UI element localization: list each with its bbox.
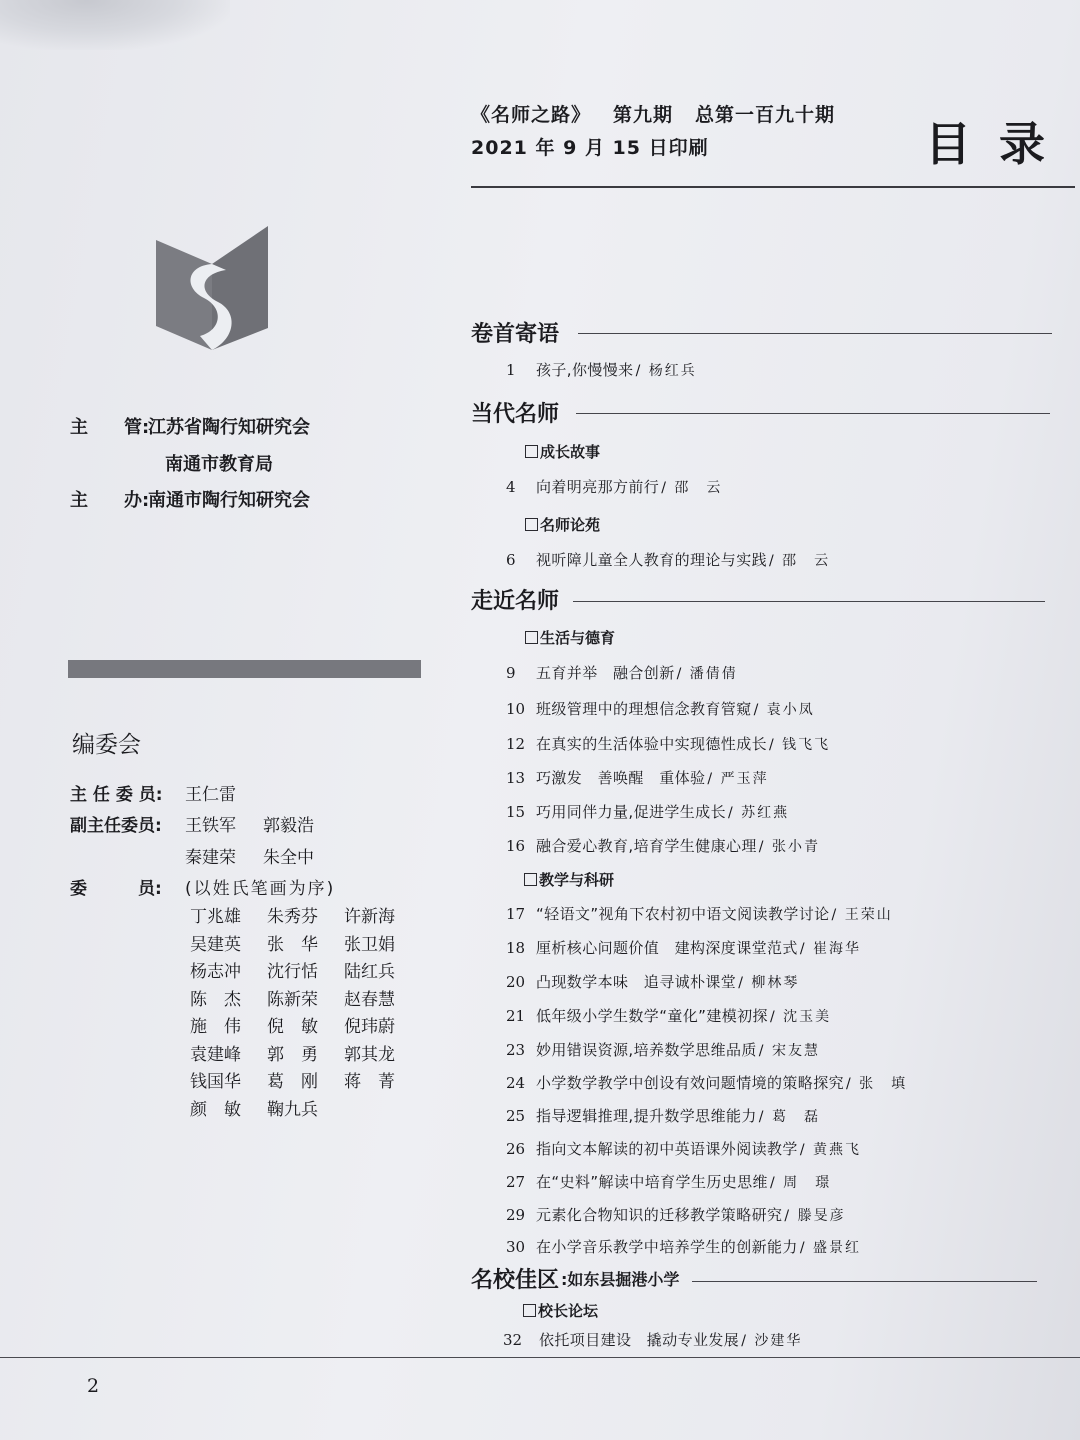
member-name: 张 华: [267, 934, 318, 955]
category-label: 名师论苑: [540, 516, 601, 534]
member-name: 许新海: [344, 907, 395, 927]
entry-page: 20: [506, 973, 526, 991]
supervisor-2: 南通市教育局: [165, 454, 273, 475]
toc-entry[interactable]: [506, 801, 789, 822]
section-title: 当代名师: [471, 402, 560, 427]
toc-entry[interactable]: [506, 835, 820, 856]
entry-page: 26: [506, 1140, 526, 1158]
entry-title: 在真实的生活体验中实现德性成长: [536, 735, 768, 753]
toc-entry[interactable]: [506, 1072, 907, 1093]
section-rule: [692, 1281, 1037, 1282]
entry-author: / 邵 云: [769, 553, 831, 569]
members-note: (以姓氏笔画为序): [185, 879, 336, 899]
entry-author: / 盛景红: [799, 1240, 861, 1256]
entry-title: 低年级小学生数学“童化”建模初探: [536, 1007, 768, 1025]
section-rule: [573, 601, 1045, 602]
members-label: 委 员:: [70, 879, 162, 899]
member-name: 赵春慧: [344, 989, 395, 1010]
members-row: [190, 902, 421, 930]
deputy-name: 郭毅浩: [263, 816, 314, 836]
toc-category: [523, 1300, 598, 1321]
entry-page: 27: [506, 1173, 526, 1191]
deputy-name: 秦建荣: [185, 848, 236, 868]
member-name: 葛 刚: [267, 1072, 318, 1092]
toc-entry[interactable]: [506, 1105, 820, 1126]
entry-author: / 苏红燕: [727, 805, 790, 821]
member-name: 陈 杰: [190, 989, 241, 1010]
entry-title: 在“史料”解读中培育学生历史思维: [536, 1173, 768, 1191]
entry-page: 12: [506, 735, 526, 753]
entry-page: 24: [506, 1074, 526, 1092]
checkbox-square-icon: [525, 631, 538, 644]
entry-title: 视听障儿童全人教育的理论与实践: [536, 551, 768, 569]
toc-entry[interactable]: [506, 733, 830, 754]
member-name: 郭 勇: [267, 1044, 318, 1065]
entry-title: 班级管理中的理想信念教育管窥: [536, 700, 752, 718]
toc-category: [524, 869, 614, 890]
toc-entry[interactable]: [506, 1138, 861, 1159]
toc-category: [525, 514, 600, 535]
entry-title: 指导逻辑推理,提升数学思维能力: [536, 1107, 757, 1125]
entry-author: / 宋友慧: [758, 1043, 820, 1059]
deputy-name: 朱全中: [263, 848, 314, 868]
entry-page: 6: [506, 551, 516, 569]
entry-author: / 葛 磊: [758, 1109, 820, 1125]
entry-page: 17: [506, 905, 526, 923]
section-title: 名校佳区: [471, 1268, 560, 1293]
toc-entry[interactable]: [506, 662, 738, 683]
entry-page: 13: [506, 769, 526, 787]
entry-author: / 崔海华: [799, 941, 861, 957]
entry-page: 9: [506, 664, 516, 682]
entry-page: 21: [506, 1007, 526, 1025]
page-number: 2: [87, 1375, 100, 1397]
members-list: [190, 902, 421, 1122]
member-name: 陈新荣: [267, 989, 318, 1010]
members-row: [190, 930, 421, 958]
editorial-board-title: 编委会: [72, 732, 141, 758]
entry-author: / 柳林琴: [738, 975, 800, 991]
divider-bar: [68, 660, 421, 678]
members-row: [190, 985, 421, 1013]
section-heading: [471, 317, 559, 348]
category-label: 教学与科研: [539, 871, 615, 889]
entry-author: / 袁小凤: [753, 702, 815, 718]
entry-title: 五育并举 融合创新: [536, 664, 675, 682]
toc-entry[interactable]: [506, 1039, 820, 1060]
total-issue: 总第一百九十期: [695, 104, 836, 126]
section-heading: [471, 584, 559, 615]
member-name: 陆红兵: [344, 962, 395, 982]
entry-title: 元素化合物知识的迁移教学策略研究: [536, 1206, 783, 1224]
section-subtitle: :如东县掘港小学: [561, 1270, 680, 1289]
entry-title: 小学数学教学中创设有效问题情境的策略探究: [536, 1074, 845, 1092]
journal-logo-icon: [156, 226, 268, 350]
organizer-row: [70, 486, 310, 512]
toc-entry[interactable]: [506, 971, 799, 992]
toc-entry[interactable]: [506, 549, 830, 570]
section-title: 走近名师: [471, 589, 560, 614]
entry-title: 厘析核心问题价值 建构深度课堂范式: [536, 939, 798, 957]
supervisor-label: 主 管:: [70, 417, 150, 438]
member-name: 颜 敏: [190, 1099, 241, 1120]
toc-entry[interactable]: [506, 903, 893, 924]
entry-author: / 沙建华: [741, 1333, 803, 1349]
entry-page: 25: [506, 1107, 526, 1125]
entry-author: / 潘倩倩: [676, 666, 738, 682]
checkbox-square-icon: [524, 873, 537, 886]
section-rule: [578, 333, 1052, 334]
member-name: 袁建峰: [190, 1044, 241, 1065]
toc-entry[interactable]: [506, 359, 697, 380]
section-rule: [576, 413, 1050, 414]
section-heading: [471, 397, 559, 428]
toc-entry[interactable]: [503, 1329, 802, 1350]
member-name: 沈行恬: [267, 962, 318, 982]
toc-entry[interactable]: [506, 1005, 831, 1026]
members-row: [190, 1040, 421, 1068]
member-name: 施 伟: [190, 1017, 241, 1037]
entry-title: 巧用同伴力量,促进学生成长: [536, 803, 726, 821]
entry-page: 32: [503, 1331, 523, 1349]
supervisor-1: 江苏省陶行知研究会: [148, 417, 310, 438]
section-title: 卷首寄语: [471, 322, 560, 347]
toc-entry[interactable]: [506, 1204, 846, 1225]
entry-author: / 周 璟: [769, 1175, 832, 1191]
member-name: 吴建英: [190, 934, 241, 955]
entry-page: 18: [506, 939, 526, 957]
entry-author: / 钱飞飞: [769, 737, 831, 753]
category-label: 校长论坛: [538, 1302, 599, 1320]
toc-entry[interactable]: [506, 1171, 831, 1192]
toc-entry[interactable]: [506, 937, 861, 958]
deputy-name: 王铁军: [185, 816, 236, 836]
header-rule: [471, 186, 1075, 188]
member-name: 蒋 菁: [344, 1072, 395, 1092]
checkbox-square-icon: [525, 518, 538, 531]
member-name: 倪玮蔚: [344, 1017, 395, 1037]
toc-entry[interactable]: [506, 476, 722, 497]
entry-author: / 邵 云: [661, 480, 723, 496]
entry-author: / 黄燕飞: [799, 1142, 861, 1158]
entry-page: 30: [506, 1238, 526, 1256]
journal-name: 《名师之路》: [471, 104, 592, 126]
supervisor-row-2: [165, 450, 273, 476]
entry-page: 29: [506, 1206, 526, 1224]
entry-title: 在小学音乐教学中培养学生的创新能力: [536, 1238, 798, 1256]
print-date: 2021 年 9 月 15 日印刷: [471, 137, 709, 159]
director-name: 王仁雷: [185, 785, 236, 805]
entry-author: / 严玉萍: [707, 771, 769, 787]
entry-page: 23: [506, 1041, 526, 1059]
members-row: [190, 957, 421, 985]
organizer-label: 主 办:: [70, 490, 150, 511]
toc-entry[interactable]: [506, 1236, 861, 1257]
checkbox-square-icon: [523, 1304, 536, 1317]
entry-title: 凸现数学本味 追寻诚朴课堂: [536, 973, 737, 991]
member-name: 张卫娟: [344, 934, 395, 955]
category-label: 成长故事: [540, 443, 601, 461]
entry-title: 孩子,你慢慢来: [536, 361, 634, 379]
director-label: 主 任 委 员:: [70, 785, 163, 805]
issue-header: [471, 100, 857, 127]
members-row: [190, 1012, 421, 1040]
entry-title: 妙用错误资源,培养数学思维品质: [536, 1041, 757, 1059]
entry-title: 指向文本解读的初中英语课外阅读教学: [536, 1140, 798, 1158]
member-name: 杨志冲: [190, 962, 241, 982]
supervisor-row-1: [70, 413, 310, 439]
toc-title: 目录: [925, 117, 1073, 171]
checkbox-square-icon: [525, 445, 538, 458]
entry-title: 巧激发 善唤醒 重体验: [536, 769, 706, 787]
member-name: 郭其龙: [344, 1044, 395, 1065]
entry-author: / 杨红兵: [635, 363, 697, 379]
organizer: 南通市陶行知研究会: [148, 490, 310, 511]
issue-number: 第九期: [613, 104, 674, 126]
entry-title: “轻语文”视角下农村初中语文阅读教学讨论: [536, 905, 830, 923]
member-name: 倪 敏: [267, 1017, 318, 1037]
category-label: 生活与德育: [540, 629, 616, 647]
entry-page: 1: [506, 361, 516, 379]
entry-author: / 滕旻彦: [784, 1208, 846, 1224]
toc-entry[interactable]: [506, 767, 769, 788]
deputy-label: 副主任委员:: [70, 816, 162, 836]
toc-category: [525, 441, 600, 462]
entry-title: 融合爱心教育,培育学生健康心理: [536, 837, 757, 855]
members-row: [190, 1067, 421, 1095]
entry-author: / 沈玉美: [769, 1009, 832, 1025]
entry-page: 15: [506, 803, 526, 821]
member-name: 丁兆雄: [190, 907, 241, 927]
members-row: [190, 1095, 421, 1123]
footer-rule: [0, 1357, 1080, 1358]
entry-page: 10: [506, 700, 526, 718]
section-heading: [471, 1263, 679, 1294]
toc-category: [525, 627, 615, 648]
member-name: 钱国华: [190, 1072, 241, 1092]
entry-author: / 张 填: [846, 1076, 908, 1092]
entry-author: / 张小青: [758, 839, 820, 855]
member-name: 朱秀芬: [267, 907, 318, 927]
entry-page: 16: [506, 837, 526, 855]
entry-title: 依托项目建设 撬动专业发展: [539, 1331, 740, 1349]
entry-title: 向着明亮那方前行: [536, 478, 660, 496]
corner-ornament: [0, 0, 230, 50]
member-name: 鞠九兵: [267, 1099, 318, 1120]
entry-author: / 王荣山: [831, 907, 893, 923]
toc-entry[interactable]: [506, 698, 815, 719]
entry-page: 4: [506, 478, 516, 496]
